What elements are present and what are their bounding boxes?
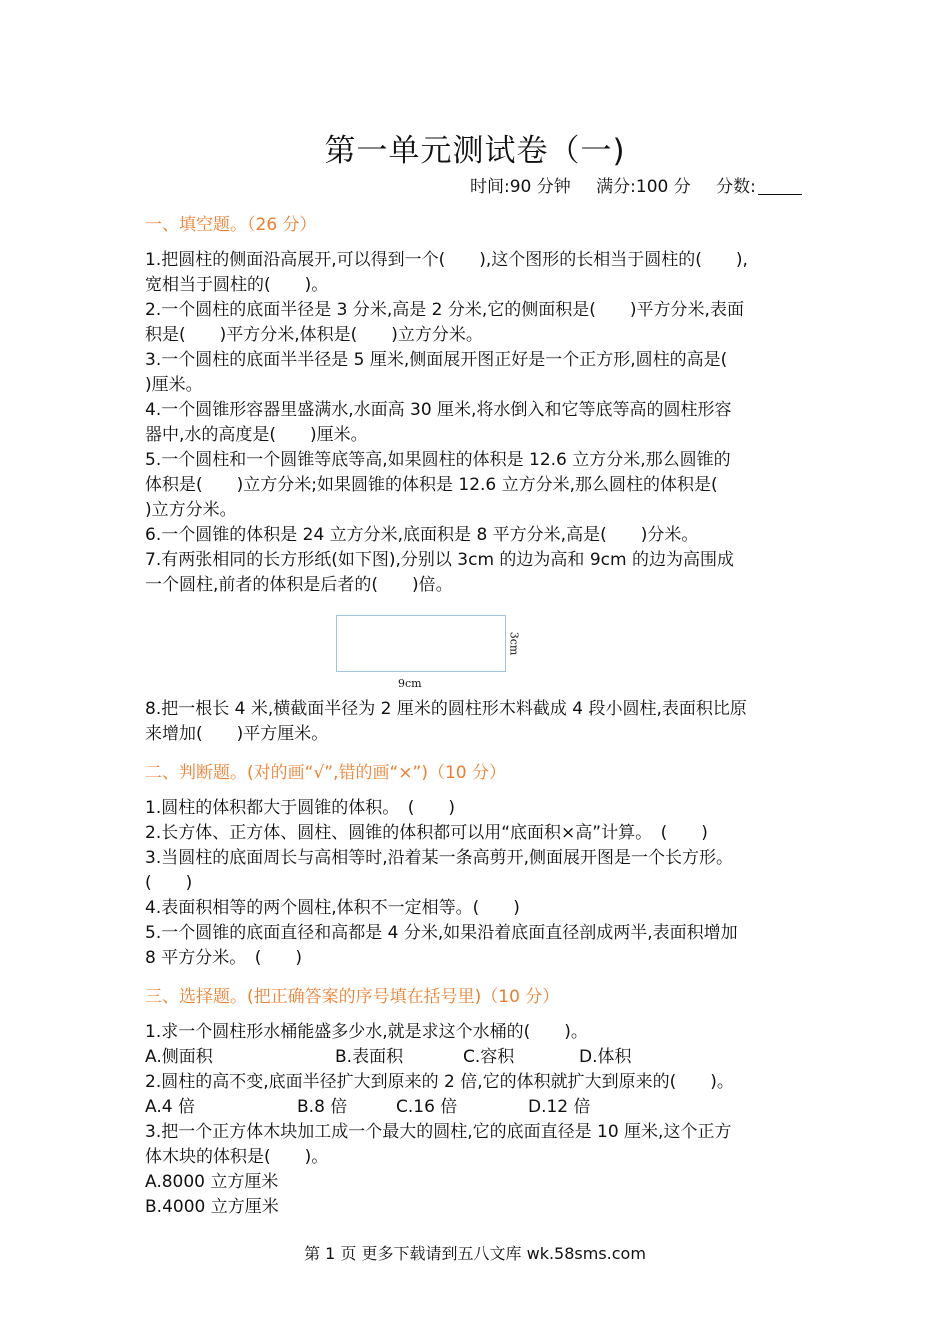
question-line: 2.圆柱的高不变,底面半径扩大到原来的 2 倍,它的体积就扩大到原来的( )。: [145, 1072, 734, 1092]
exam-full-marks: 满分:100 分: [596, 177, 691, 197]
question-line: 4.一个圆锥形容器里盛满水,水面高 30 厘米,将水倒入和它等底等高的圆柱形容: [145, 400, 732, 420]
options-row: [145, 1095, 810, 1120]
section-fill-in-q8: [145, 697, 810, 747]
section-heading-fill-in: 一、填空题。（26 分）: [145, 215, 317, 235]
width-label: 9cm: [398, 677, 422, 690]
question-line: 1.求一个圆柱形水桶能盛多少水,就是求这个水桶的( )。: [145, 1022, 588, 1042]
question-line: 体积是( )立方分米;如果圆锥的体积是 12.6 立方分米,那么圆柱的体积是(: [145, 475, 718, 495]
question-line: 体木块的体积是( )。: [145, 1147, 329, 1167]
question-line: 3.一个圆柱的底面半半径是 5 厘米,侧面展开图正好是一个正方形,圆柱的高是(: [145, 350, 728, 370]
option: B.8 倍: [297, 1097, 348, 1117]
question-line: 3.把一个正方体木块加工成一个最大的圆柱,它的底面直径是 10 厘米,这个正方: [145, 1122, 732, 1142]
question-line: 来增加( )平方厘米。: [145, 724, 329, 744]
section-fill-in-body: [145, 248, 810, 598]
option: A.侧面积: [145, 1047, 213, 1067]
question-line: 8 平方分米。 ( ): [145, 948, 302, 968]
question-line: )立方分米。: [145, 500, 237, 520]
question-line: 2.一个圆柱的底面半径是 3 分米,高是 2 分米,它的侧面积是( )平方分米,表面: [145, 300, 744, 320]
question-line: 1.把圆柱的侧面沿高展开,可以得到一个( ),这个图形的长相当于圆柱的( ),: [145, 250, 748, 270]
question-line: 2.长方体、正方体、圆柱、圆锥的体积都可以用“底面积×高”计算。 ( ): [145, 823, 708, 843]
score-label: 分数:: [716, 177, 756, 197]
option: B.表面积: [335, 1047, 404, 1067]
question-line: ( ): [145, 873, 193, 893]
question-line: 4.表面积相等的两个圆柱,体积不一定相等。( ): [145, 898, 520, 918]
question-line: 6.一个圆锥的体积是 24 立方分米,底面积是 8 平方分米,高是( )分米。: [145, 525, 699, 545]
question-line: 5.一个圆锥的底面直径和高都是 4 分米,如果沿着底面直径剖成两半,表面积增加: [145, 923, 738, 943]
rectangle-figure: [336, 615, 536, 690]
question-line: 3.当圆柱的底面周长与高相等时,沿着某一条高剪开,侧面展开图是一个长方形。: [145, 848, 734, 868]
question-line: 1.圆柱的体积都大于圆锥的体积。 ( ): [145, 798, 455, 818]
question-line: )厘米。: [145, 375, 203, 395]
height-label: 3cm: [507, 631, 521, 656]
paper-rectangle: [336, 615, 506, 672]
score-blank: [758, 178, 802, 195]
question-line: 8.把一根长 4 米,横截面半径为 2 厘米的圆柱形木料截成 4 段小圆柱,表面积比原: [145, 699, 747, 719]
exam-meta: [470, 176, 822, 198]
option: D.12 倍: [528, 1097, 591, 1117]
option: A.4 倍: [145, 1097, 195, 1117]
question-line: 一个圆柱,前者的体积是后者的( )倍。: [145, 575, 453, 595]
question-line: 7.有两张相同的长方形纸(如下图),分别以 3cm 的边为高和 9cm 的边为高围成: [145, 550, 734, 570]
question-line: 器中,水的高度是( )厘米。: [145, 425, 368, 445]
question-line: 宽相当于圆柱的( )。: [145, 275, 329, 295]
option: B.4000 立方厘米: [145, 1197, 279, 1217]
page-title: 第一单元测试卷（一): [324, 133, 626, 169]
section-heading-multiple-choice: 三、选择题。(把正确答案的序号填在括号里)（10 分）: [145, 987, 560, 1007]
options-row: [145, 1045, 810, 1070]
option: A.8000 立方厘米: [145, 1172, 279, 1192]
exam-time: 时间:90 分钟: [470, 177, 571, 197]
section-heading-true-false: 二、判断题。(对的画“√”,错的画“×”)（10 分）: [145, 763, 507, 783]
page-footer: 第 1 页 更多下载请到五八文库 wk.58sms.com: [304, 1244, 646, 1263]
option: C.容积: [463, 1047, 515, 1067]
option: D.体积: [579, 1047, 632, 1067]
section-multiple-choice-body: [145, 1020, 810, 1220]
section-true-false-body: [145, 796, 810, 971]
question-line: 5.一个圆柱和一个圆锥等底等高,如果圆柱的体积是 12.6 立方分米,那么圆锥的: [145, 450, 731, 470]
option: C.16 倍: [396, 1097, 458, 1117]
question-line: 积是( )平方分米,体积是( )立方分米。: [145, 325, 483, 345]
